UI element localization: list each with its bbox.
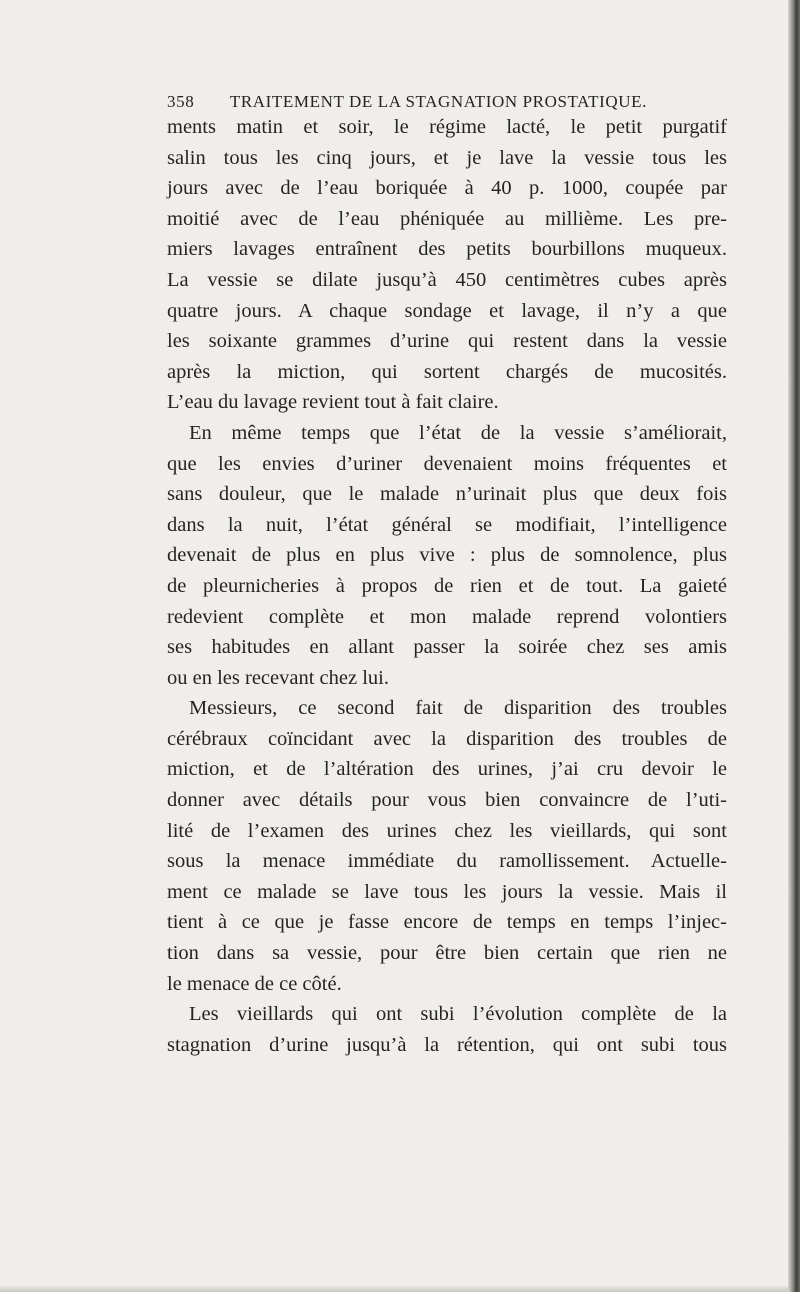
text-line: donner avec détails pour vous bien convaincre de l’uti- xyxy=(167,789,727,812)
text-line: ses habitudes en allant passer la soirée chez ses amis xyxy=(167,636,727,659)
text-line: lité de l’examen des urines chez les vieillards, qui sont xyxy=(167,819,727,842)
text-line: devenait de plus en plus vive : plus de somnolence, plus xyxy=(167,544,727,567)
text-line: tion dans sa vessie, pour être bien certain que rien ne xyxy=(167,942,727,965)
text-line: de pleurnicheries à propos de rien et de tout. La gaieté xyxy=(167,574,727,597)
text-line: ments matin et soir, le régime lacté, le petit purgatif xyxy=(167,116,727,138)
page-number: 358 xyxy=(167,92,195,111)
book-spine-edge xyxy=(788,0,800,1292)
text-line: que les envies d’uriner devenaient moins fréquentes et xyxy=(167,452,727,475)
text-line: La vessie se dilate jusqu’à 450 centimètres cubes après xyxy=(167,268,727,291)
text-line: tient à ce que je fasse encore de temps en temps l’injec- xyxy=(167,911,727,934)
text-line: les soixante grammes d’urine qui restent dans la vessie xyxy=(167,330,727,353)
text-line: dans la nuit, l’état général se modifiait, l’intelligence xyxy=(167,513,727,536)
text-line: ou en les recevant chez lui. xyxy=(167,666,389,689)
text-line: Messieurs, ce second fait de disparition des troubles xyxy=(189,697,727,720)
text-line: cérébraux coïncidant avec la disparition des troubles de xyxy=(167,727,727,750)
text-line: Les vieillards qui ont subi l’évolution complète de la xyxy=(189,1003,727,1026)
text-line: ment ce malade se lave tous les jours la vessie. Mais il xyxy=(167,880,727,903)
text-line: sans douleur, que le malade n’urinait plus que deux fois xyxy=(167,483,727,506)
text-line: redevient complète et mon malade reprend volontiers xyxy=(167,605,727,628)
text-line: miction, et de l’altération des urines, j’ai cru devoir le xyxy=(167,758,727,781)
text-line: après la miction, qui sortent chargés de mucosités. xyxy=(167,360,727,383)
text-line: salin tous les cinq jours, et je lave la vessie tous les xyxy=(167,146,727,169)
running-title: TRAITEMENT DE LA STAGNATION PROSTATIQUE. xyxy=(229,92,648,111)
text-line: miers lavages entraînent des petits bourbillons muqueux. xyxy=(167,238,727,261)
text-line: sous la menace immédiate du ramollissement. Actuelle- xyxy=(167,850,727,873)
text-line: quatre jours. A chaque sondage et lavage, il n’y a que xyxy=(167,299,727,322)
text-line: moitié avec de l’eau phéniquée au millième. Les pre- xyxy=(167,207,727,230)
text-line: L’eau du lavage revient tout à fait claire. xyxy=(167,391,499,414)
page-bottom-edge xyxy=(0,1286,790,1292)
body-text xyxy=(167,112,727,1060)
text-line: En même temps que l’état de la vessie s’améliorait, xyxy=(189,421,727,444)
text-line: le menace de ce côté. xyxy=(167,972,342,995)
text-line: stagnation d’urine jusqu’à la rétention, qui ont subi tous xyxy=(167,1033,727,1056)
text-line: jours avec de l’eau boriquée à 40 p. 1000, coupée par xyxy=(167,177,727,200)
